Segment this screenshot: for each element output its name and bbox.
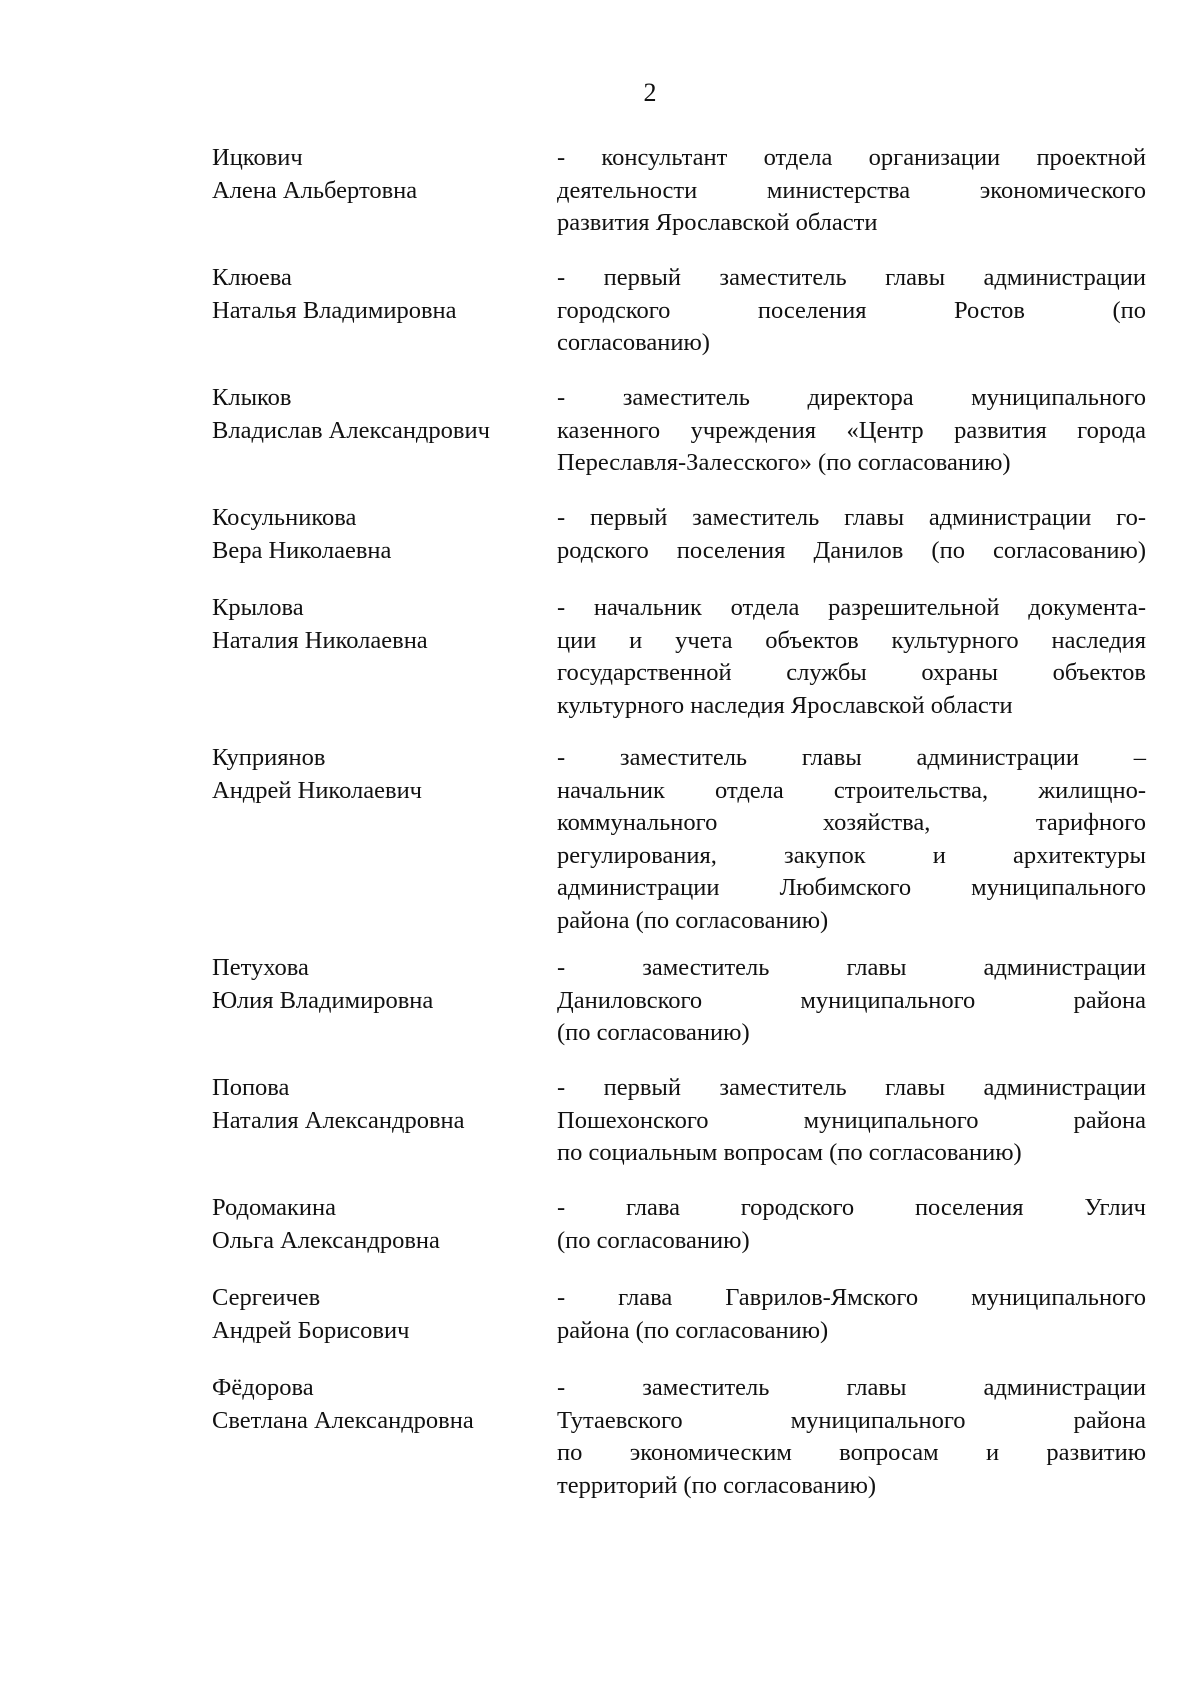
position-line: - консультант отдела организации проектной xyxy=(557,144,1146,171)
position-line: - заместитель директора муниципального xyxy=(557,384,1146,411)
member-name xyxy=(212,592,552,657)
member-name xyxy=(212,1282,552,1347)
member-position xyxy=(557,1192,1146,1257)
position-line: развития Ярославской области xyxy=(557,209,878,236)
position-line: регулирования, закупок и архитектуры xyxy=(557,841,1146,869)
member-given-names: Наталья Владимировна xyxy=(212,296,457,324)
member-name xyxy=(212,1192,552,1257)
member-position xyxy=(557,502,1146,567)
position-line: - первый заместитель главы администрации xyxy=(557,264,1146,291)
position-line: по социальным вопросам (по согласованию) xyxy=(557,1139,1022,1166)
member-name xyxy=(212,142,552,207)
member-surname: Родомакина xyxy=(212,1194,337,1221)
position-line: государственной службы охраны объектов xyxy=(557,659,1146,686)
member-name xyxy=(212,1072,552,1137)
member-position xyxy=(557,262,1146,360)
member-given-names: Андрей Борисович xyxy=(212,1316,410,1344)
position-line: - начальник отдела разрешительной документа- xyxy=(557,594,1146,621)
member-name xyxy=(212,262,552,327)
position-line: - глава городского поселения Углич xyxy=(557,1194,1146,1221)
member-name xyxy=(212,382,552,447)
member-surname: Клыков xyxy=(212,384,292,411)
position-line: Пошехонского муниципального района xyxy=(557,1106,1146,1134)
position-line: района (по согласованию) xyxy=(557,906,829,934)
member-name xyxy=(212,952,552,1017)
member-surname: Сергеичев xyxy=(212,1284,321,1311)
member-given-names: Наталия Александровна xyxy=(212,1106,465,1134)
member-position xyxy=(557,1282,1146,1347)
position-line: коммунального хозяйства, тарифного xyxy=(557,809,1146,836)
position-line: администрации Любимского муниципального xyxy=(557,874,1146,901)
member-position xyxy=(557,142,1146,240)
position-line: территорий (по согласованию) xyxy=(557,1471,877,1499)
member-position xyxy=(557,592,1146,722)
member-surname: Куприянов xyxy=(212,744,326,771)
position-line: Тутаевского муниципального района xyxy=(557,1406,1146,1434)
member-surname: Крылова xyxy=(212,594,304,621)
position-line: Даниловского муниципального района xyxy=(557,986,1146,1014)
position-line: согласованию) xyxy=(557,329,710,356)
member-given-names: Андрей Николаевич xyxy=(212,776,422,804)
member-surname: Попова xyxy=(212,1074,290,1101)
member-given-names: Вера Николаевна xyxy=(212,536,392,564)
position-line: - первый заместитель главы администрации xyxy=(557,1074,1146,1101)
position-line: - заместитель главы администрации xyxy=(557,1374,1146,1401)
member-given-names: Юлия Владимировна xyxy=(212,986,434,1014)
member-position xyxy=(557,1372,1146,1502)
member-position xyxy=(557,382,1146,480)
member-given-names: Владислав Александрович xyxy=(212,416,490,444)
member-surname: Ицкович xyxy=(212,144,303,171)
member-surname: Петухова xyxy=(212,954,309,981)
position-line: родского поселения Данилов (по согласованию) xyxy=(557,536,1146,564)
position-line: района (по согласованию) xyxy=(557,1316,829,1344)
position-line: - заместитель главы администрации xyxy=(557,954,1146,981)
member-surname: Фёдорова xyxy=(212,1374,314,1401)
member-given-names: Алена Альбертовна xyxy=(212,176,418,204)
position-line: - глава Гаврилов-Ямского муниципального xyxy=(557,1284,1146,1311)
position-line: Переславля-Залесского» (по согласованию) xyxy=(557,449,1011,476)
member-given-names: Ольга Александровна xyxy=(212,1226,440,1254)
member-position xyxy=(557,742,1146,937)
page-number: 2 xyxy=(643,78,657,107)
member-surname: Клюева xyxy=(212,264,292,291)
member-name xyxy=(212,742,552,807)
position-line: (по согласованию) xyxy=(557,1019,750,1046)
member-given-names: Светлана Александровна xyxy=(212,1406,474,1434)
member-name xyxy=(212,502,552,567)
position-line: начальник отдела строительства, жилищно- xyxy=(557,776,1146,804)
position-line: по экономическим вопросам и развитию xyxy=(557,1439,1146,1466)
position-line: казенного учреждения «Центр развития города xyxy=(557,416,1146,444)
member-position xyxy=(557,952,1146,1050)
position-line: ции и учета объектов культурного наследия xyxy=(557,626,1146,654)
position-line: деятельности министерства экономического xyxy=(557,176,1146,204)
member-position xyxy=(557,1072,1146,1170)
position-line: культурного наследия Ярославской области xyxy=(557,691,1013,719)
member-name xyxy=(212,1372,552,1437)
position-line: городского поселения Ростов (по xyxy=(557,296,1146,324)
position-line: - заместитель главы администрации – xyxy=(557,744,1146,771)
position-line: (по согласованию) xyxy=(557,1226,750,1254)
member-given-names: Наталия Николаевна xyxy=(212,626,428,654)
member-surname: Косульникова xyxy=(212,504,357,531)
position-line: - первый заместитель главы администрации го- xyxy=(557,504,1146,531)
